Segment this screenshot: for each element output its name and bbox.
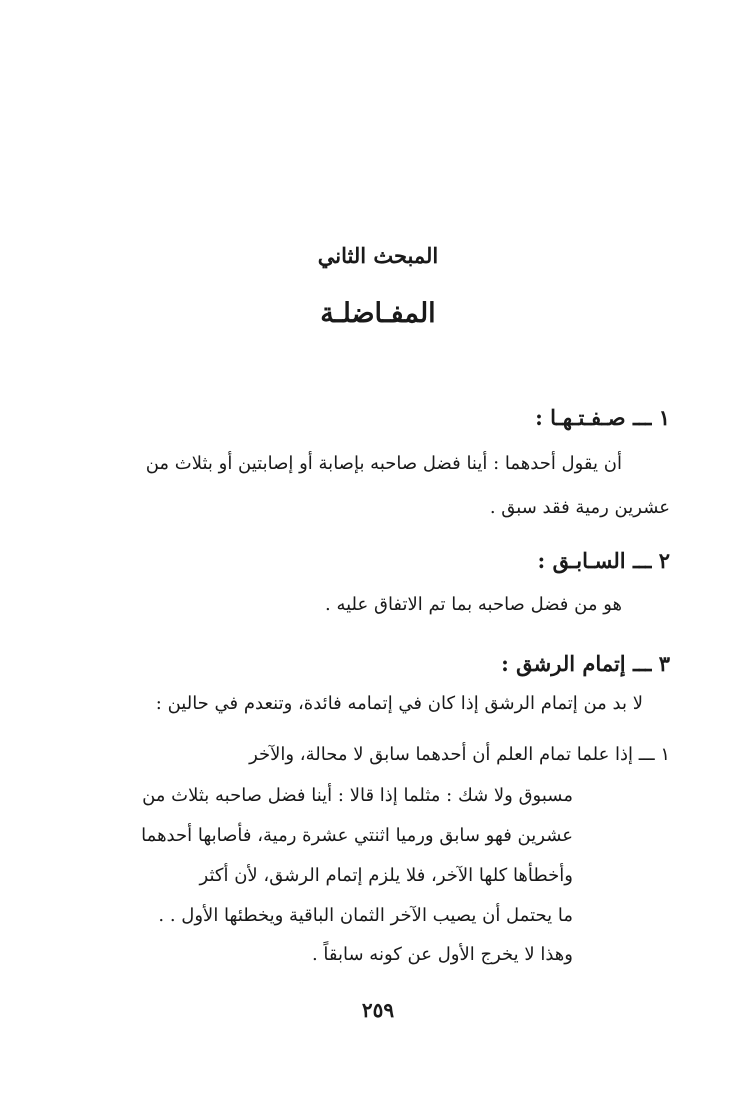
page-number: ٢٥٩ xyxy=(361,998,395,1022)
section-3-line-2: ١ ـــ إذا علما تمام العلم أن أحدهما سابق لا محالة، والآخر xyxy=(249,744,670,765)
section-2-line-1: هو من فضل صاحبه بما تم الاتفاق عليه . xyxy=(325,594,622,615)
section-title: المفـاضلـة xyxy=(320,298,436,329)
section-3-line-5: وأخطأها كلها الآخر، فلا يلزم إتمام الرشق، لأن أكثر xyxy=(199,865,573,886)
section-1-line-1: أن يقول أحدهما : أينا فضل صاحبه بإصابة أو إصابتين أو بثلاث من xyxy=(145,453,622,474)
section-1-line-2: عشرين رمية فقد سبق . xyxy=(489,497,670,518)
section-3-line-7: وهذا لا يخرج الأول عن كونه سابقاً . xyxy=(311,944,573,965)
section-3-line-6: ما يحتمل أن يصيب الآخر الثمان الباقية ويخطئها الأول . . xyxy=(158,905,573,926)
section-3-line-1: لا بد من إتمام الرشق إذا كان في إتمامه فائدة، وتنعدم في حالين : xyxy=(155,693,643,714)
chapter-heading: المبحث الثاني xyxy=(317,243,439,268)
section-3-line-4: عشرين فهو سابق ورميا اثنتي عشرة رمية، فأصابها أحدهما xyxy=(141,825,573,846)
section-3-line-3: مسبوق ولا شك : مثلما إذا قالا : أينا فضل صاحبه بثلاث من xyxy=(142,785,573,806)
section-2-heading: ٢ ـــ السـابـق : xyxy=(537,548,670,573)
section-3-heading: ٣ ـــ إتمام الرشق : xyxy=(501,651,670,676)
section-1-heading: ١ ـــ صـفـتـهـا : xyxy=(535,405,670,430)
